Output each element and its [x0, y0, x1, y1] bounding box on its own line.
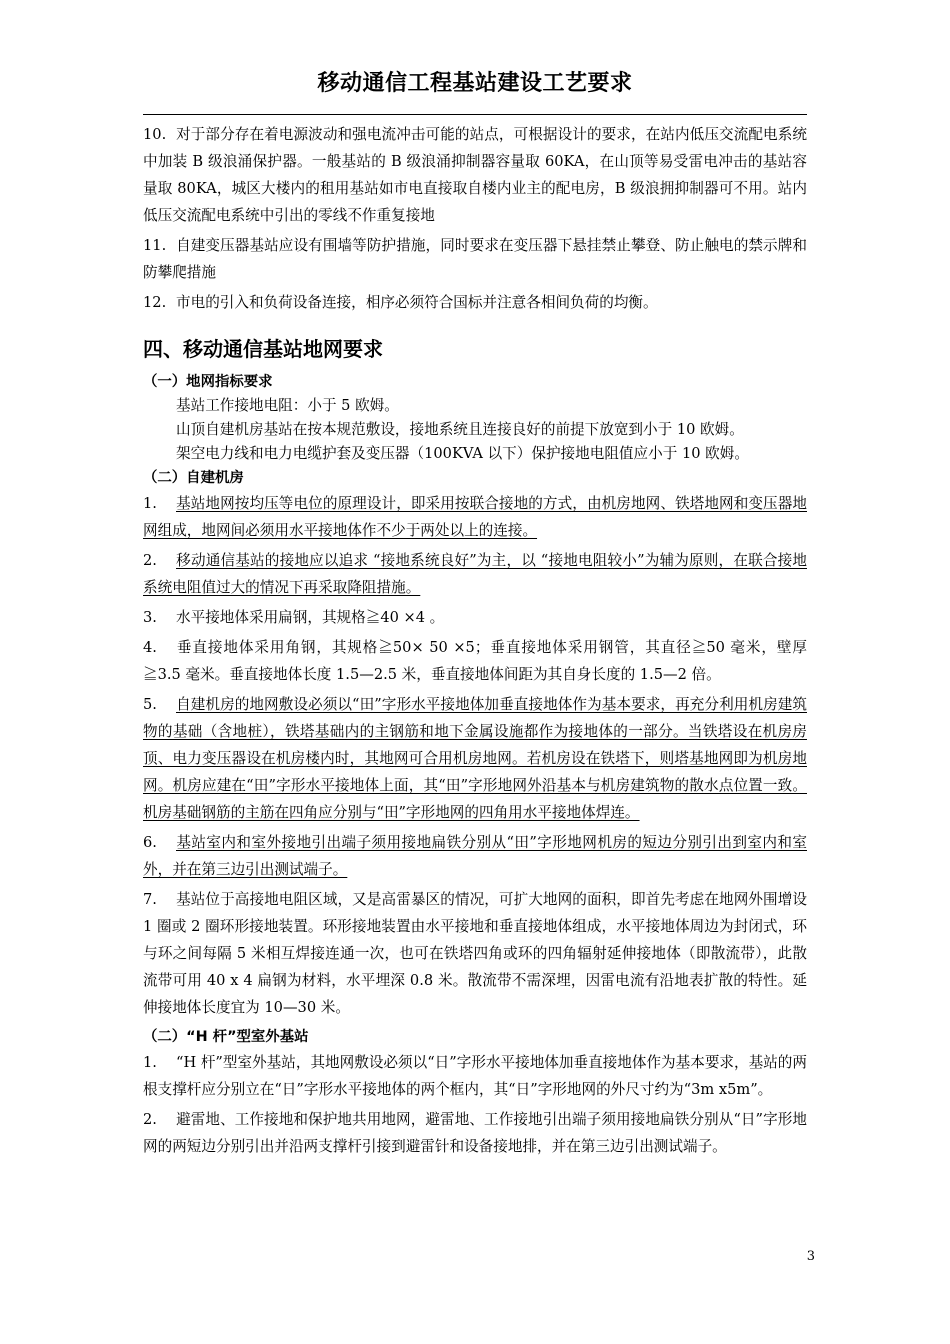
- self-built-item-5: 5. 自建机房的地网敷设必须以“田”字形水平接地体加垂直接地体作为基本要求，再充分利用机房建筑物的基础（含地桩），铁塔基础内的主钢筋和地下金属设施都作为接地体的一部分。当铁塔设在机房房顶、电力变压器设在机房楼内时，其地网可合用机房地网。若机房设在铁塔下，则塔基地网即为机房地网。机房应建在“田”字形水平接地体上面，其“田”字形地网外沿基本与机房建筑物的散水点位置一致。机房基础钢筋的主筋在四角应分别与“田”字形地网的四角用水平接地体焊连。: [143, 696, 807, 821]
- ground-index-line-3: 架空电力线和电力电缆护套及变压器（100KVA 以下）保护接地电阻值应小于 10 欧姆。: [176, 445, 749, 462]
- list-item-10: 10. 对于部分存在着电源波动和强电流冲击可能的站点，可根据设计的要求，在站内低压交流配电系统中加装 B 级浪涌保护器。一般基站的 B 级浪涌抑制器容量取 60KA，在山顶等易受雷电冲击的基站容量取 80KA，城区大楼内的租用基站如市电直接取自楼内业主的配电房，B 级浪拥抑制器可不用。站内低压交流配电系统中引出的零线不作重复接地: [143, 126, 807, 224]
- self-built-item-3: 3. 水平接地体采用扁钢，其规格≧40 ×4 。: [143, 609, 445, 626]
- page-title: 移动通信工程基站建设工艺要求: [317, 71, 633, 96]
- ground-index-line-1: 基站工作接地电阻：小于 5 欧姆。: [176, 397, 399, 414]
- page-number: 3: [806, 1249, 815, 1264]
- header-rule: [143, 114, 807, 115]
- self-built-item-6: 6. 基站室内和室外接地引出端子须用接地扁铁分别从“田”字形地网机房的短边分别引出到室内和室外，并在第三边引出测试端子。: [143, 834, 807, 878]
- h-pole-item-2: 2. 避雷地、工作接地和保护地共用地网，避雷地、工作接地引出端子须用接地扁铁分别从“日”字形地网的两短边分别引出并沿两支撑杆引接到避雷针和设备接地排，并在第三边引出测试端子。: [143, 1111, 807, 1155]
- self-built-item-4: 4. 垂直接地体采用角钢，其规格≧50× 50 ×5；垂直接地体采用钢管，其直径≧50 毫米，壁厚≧3.5 毫米。垂直接地体长度 1.5—2.5 米，垂直接地体间距为其自身长度的 1.5—2 倍。: [143, 639, 807, 683]
- list-item-12: 12. 市电的引入和负荷设备连接，相序必须符合国标并注意各相间负荷的均衡。: [143, 294, 658, 311]
- subsection-h-pole-heading: （二）“H 杆”型室外基站: [143, 1029, 309, 1045]
- ground-index-line-2: 山顶自建机房基站在按本规范敷设，接地系统且连接良好的前提下放宽到小于 10 欧姆。: [176, 421, 744, 438]
- self-built-item-7: 7. 基站位于高接地电阻区域，又是高雷暴区的情况，可扩大地网的面积，即首先考虑在地网外围增设 1 圈或 2 圈环形接地装置。环形接地装置由水平接地和垂直接地体组成，水平接地体周边为封闭式，环与环之间每隔 5 米相互焊接连通一次，也可在铁塔四角或环的四角辐射延伸接地体（即散流带），此散流带可用 40 x 4 扁钢为材料，水平埋深 0.8 米。散流带不需深埋，因雷电流有沿地表扩散的特性。延伸接地体长度宜为 10—30 米。: [143, 891, 807, 1016]
- subsection-ground-index-heading: （一）地网指标要求: [143, 374, 273, 390]
- section-4-heading: 四、移动通信基站地网要求: [143, 337, 383, 361]
- h-pole-item-1: 1. “H 杆”型室外基站，其地网敷设必须以“日”字形水平接地体加垂直接地体作为基本要求，基站的两根支撑杆应分别立在“日”字形水平接地体的两个框内，其“日”字形地网的外尺寸约为“3m x5m”。: [143, 1054, 807, 1098]
- self-built-item-1: 1. 基站地网按均压等电位的原理设计，即采用按联合接地的方式，由机房地网、铁塔地网和变压器地网组成，地网间必须用水平接地体作不少于两处以上的连接。: [143, 495, 807, 539]
- list-item-11: 11. 自建变压器基站应设有围墙等防护措施，同时要求在变压器下悬挂禁止攀登、防止触电的禁示牌和防攀爬措施: [143, 237, 807, 281]
- subsection-self-built-room-heading: （二）自建机房: [143, 470, 244, 486]
- self-built-item-2: 2. 移动通信基站的接地应以追求 “接地系统良好”为主，以 “接地电阻较小”为辅为原则，在联合接地系统电阻值过大的情况下再采取降阻措施。: [143, 552, 807, 596]
- document-body: [143, 121, 807, 1160]
